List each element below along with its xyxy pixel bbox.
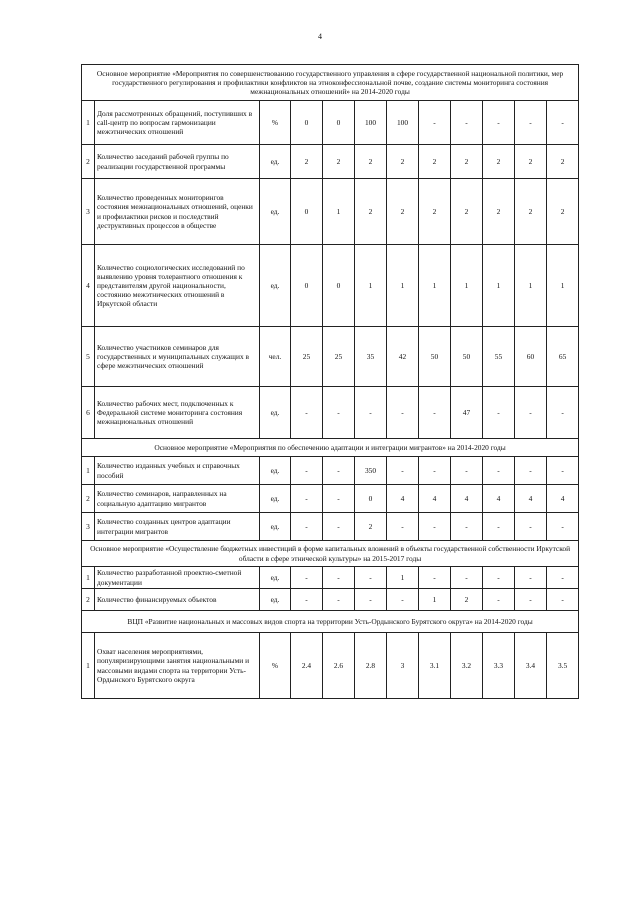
value-cell: - — [323, 457, 355, 485]
indicator-name: Охват населения мероприятиями, популяризирующими занятия национальными и массовыми видами спорта на территории Усть-Ордынского Бурятского округа — [95, 633, 260, 699]
unit-cell: ед. — [260, 145, 291, 179]
unit-cell: чел. — [260, 327, 291, 387]
table-row — [82, 327, 579, 387]
value-cell: 3.2 — [451, 633, 483, 699]
value-cell: 0 — [291, 179, 323, 245]
value-cell: - — [547, 101, 579, 145]
value-cell: - — [355, 387, 387, 439]
value-cell: 3 — [387, 633, 419, 699]
value-cell: 1 — [387, 567, 419, 589]
value-cell: 2 — [483, 179, 515, 245]
unit-cell: ед. — [260, 485, 291, 513]
value-cell: 2 — [451, 179, 483, 245]
value-cell: 2.6 — [323, 633, 355, 699]
value-cell: 50 — [451, 327, 483, 387]
value-cell: 3.3 — [483, 633, 515, 699]
value-cell: - — [547, 589, 579, 611]
value-cell: - — [547, 387, 579, 439]
unit-cell: ед. — [260, 387, 291, 439]
value-cell: 4 — [547, 485, 579, 513]
value-cell: 4 — [419, 485, 451, 513]
value-cell: 42 — [387, 327, 419, 387]
value-cell: 0 — [355, 485, 387, 513]
value-cell: 2 — [355, 513, 387, 541]
value-cell: 3.5 — [547, 633, 579, 699]
value-cell: 2 — [355, 145, 387, 179]
value-cell: - — [387, 457, 419, 485]
indicators-table — [81, 64, 579, 699]
unit-cell: ед. — [260, 179, 291, 245]
value-cell: - — [291, 513, 323, 541]
table-row — [82, 589, 579, 611]
unit-cell: % — [260, 101, 291, 145]
value-cell: - — [387, 387, 419, 439]
value-cell: 1 — [355, 245, 387, 327]
section-title: Основное мероприятие «Мероприятия по обеспечению адаптации и интеграции мигрантов» на 2014-2020 годы — [82, 439, 579, 457]
value-cell: - — [547, 513, 579, 541]
unit-cell: % — [260, 633, 291, 699]
value-cell: - — [387, 513, 419, 541]
value-cell: - — [515, 513, 547, 541]
section-header-row — [82, 65, 579, 101]
value-cell: - — [323, 567, 355, 589]
indicator-name: Количество созданных центров адаптации интеграции мигрантов — [95, 513, 260, 541]
value-cell: 25 — [323, 327, 355, 387]
row-number: 2 — [82, 145, 95, 179]
value-cell: 2 — [515, 145, 547, 179]
value-cell: - — [323, 589, 355, 611]
value-cell: 47 — [451, 387, 483, 439]
table-row — [82, 179, 579, 245]
indicator-name: Количество участников семинаров для государственных и муниципальных служащих в сфере межэтнических отношений — [95, 327, 260, 387]
value-cell: 2 — [291, 145, 323, 179]
table-row — [82, 101, 579, 145]
value-cell: - — [419, 101, 451, 145]
value-cell: 50 — [419, 327, 451, 387]
value-cell: 2 — [387, 179, 419, 245]
indicator-name: Количество финансируемых объектов — [95, 589, 260, 611]
row-number: 6 — [82, 387, 95, 439]
indicators-body — [82, 65, 579, 699]
value-cell: 0 — [323, 245, 355, 327]
value-cell: - — [291, 567, 323, 589]
value-cell: 60 — [515, 327, 547, 387]
value-cell: 2 — [547, 145, 579, 179]
value-cell: - — [483, 101, 515, 145]
value-cell: - — [291, 589, 323, 611]
value-cell: 2 — [419, 145, 451, 179]
value-cell: 1 — [419, 589, 451, 611]
value-cell: 100 — [387, 101, 419, 145]
table-row — [82, 485, 579, 513]
unit-cell: ед. — [260, 457, 291, 485]
value-cell: - — [291, 457, 323, 485]
value-cell: - — [323, 485, 355, 513]
value-cell: 2.8 — [355, 633, 387, 699]
row-number: 5 — [82, 327, 95, 387]
section-title: ВЦП «Развитие национальных и массовых видов спорта на территории Усть-Ордынского Бурятского округа» на 2014-2020 годы — [82, 611, 579, 633]
value-cell: 0 — [291, 101, 323, 145]
section-header-row — [82, 439, 579, 457]
indicator-name: Количество социологических исследований по выявлению уровня толерантного отношения к представителям другой национальности, состоянию межэтнических отношений в Иркутской области — [95, 245, 260, 327]
value-cell: - — [451, 457, 483, 485]
value-cell: 1 — [547, 245, 579, 327]
row-number: 2 — [82, 589, 95, 611]
value-cell: - — [419, 387, 451, 439]
value-cell: - — [515, 457, 547, 485]
table-row — [82, 513, 579, 541]
value-cell: 4 — [451, 485, 483, 513]
value-cell: - — [515, 589, 547, 611]
value-cell: - — [451, 513, 483, 541]
value-cell: - — [515, 387, 547, 439]
unit-cell: ед. — [260, 245, 291, 327]
section-header-row — [82, 611, 579, 633]
value-cell: - — [515, 101, 547, 145]
value-cell: 1 — [451, 245, 483, 327]
value-cell: - — [323, 513, 355, 541]
row-number: 2 — [82, 485, 95, 513]
value-cell: 1 — [515, 245, 547, 327]
table-row — [82, 145, 579, 179]
value-cell: 3.1 — [419, 633, 451, 699]
unit-cell: ед. — [260, 567, 291, 589]
value-cell: 2 — [419, 179, 451, 245]
indicator-name: Количество семинаров, направленных на социальную адаптацию мигрантов — [95, 485, 260, 513]
row-number: 4 — [82, 245, 95, 327]
value-cell: - — [291, 387, 323, 439]
value-cell: 2.4 — [291, 633, 323, 699]
indicator-name: Количество проведенных мониторингов состояния межнациональных отношений, оценки и профилактики рисков и последствий деструктивных процессов в обществе — [95, 179, 260, 245]
row-number: 3 — [82, 513, 95, 541]
table-row — [82, 633, 579, 699]
section-header-row — [82, 541, 579, 567]
indicator-name: Количество заседаний рабочей группы по реализации государственной программы — [95, 145, 260, 179]
value-cell: - — [547, 567, 579, 589]
value-cell: 1 — [387, 245, 419, 327]
value-cell: - — [419, 567, 451, 589]
value-cell: 2 — [515, 179, 547, 245]
value-cell: - — [387, 589, 419, 611]
value-cell: 25 — [291, 327, 323, 387]
indicator-name: Количество разработанной проектно-сметной документации — [95, 567, 260, 589]
unit-cell: ед. — [260, 513, 291, 541]
value-cell: 2 — [323, 145, 355, 179]
row-number: 3 — [82, 179, 95, 245]
row-number: 1 — [82, 567, 95, 589]
value-cell: - — [483, 457, 515, 485]
value-cell: - — [291, 485, 323, 513]
row-number: 1 — [82, 457, 95, 485]
value-cell: 4 — [387, 485, 419, 513]
page-number: 4 — [318, 32, 322, 41]
table-row — [82, 387, 579, 439]
row-number: 1 — [82, 633, 95, 699]
value-cell: 1 — [323, 179, 355, 245]
value-cell: 3.4 — [515, 633, 547, 699]
value-cell: - — [355, 589, 387, 611]
value-cell: 100 — [355, 101, 387, 145]
table-row — [82, 457, 579, 485]
value-cell: 2 — [547, 179, 579, 245]
value-cell: - — [419, 457, 451, 485]
value-cell: - — [483, 567, 515, 589]
indicator-name: Доля рассмотренных обращений, поступивших в call-центр по вопросам гармонизации межэтнических отношений — [95, 101, 260, 145]
value-cell: - — [451, 101, 483, 145]
value-cell: - — [483, 387, 515, 439]
value-cell: - — [515, 567, 547, 589]
value-cell: 0 — [323, 101, 355, 145]
unit-cell: ед. — [260, 589, 291, 611]
value-cell: - — [419, 513, 451, 541]
value-cell: 1 — [419, 245, 451, 327]
value-cell: - — [483, 589, 515, 611]
value-cell: - — [547, 457, 579, 485]
indicator-name: Количество рабочих мест, подключенных к Федеральной системе мониторинга состояния межнациональных отношений — [95, 387, 260, 439]
indicator-name: Количество изданных учебных и справочных пособий — [95, 457, 260, 485]
value-cell: 2 — [451, 589, 483, 611]
value-cell: 4 — [483, 485, 515, 513]
row-number: 1 — [82, 101, 95, 145]
value-cell: 35 — [355, 327, 387, 387]
value-cell: 2 — [387, 145, 419, 179]
value-cell: 0 — [291, 245, 323, 327]
value-cell: - — [355, 567, 387, 589]
value-cell: 2 — [355, 179, 387, 245]
value-cell: 350 — [355, 457, 387, 485]
value-cell: - — [483, 513, 515, 541]
section-title: Основное мероприятие «Мероприятия по совершенствованию государственного управления в сфере государственной национальной политики, мер государственного регулирования и профилактики конфликтов на этноконфессиональной почве, создание системы мониторинга состояния межнациональных отношений» на 2014-2020 годы — [82, 65, 579, 101]
value-cell: 55 — [483, 327, 515, 387]
value-cell: 65 — [547, 327, 579, 387]
value-cell: - — [451, 567, 483, 589]
value-cell: 4 — [515, 485, 547, 513]
value-cell: 1 — [483, 245, 515, 327]
section-title: Основное мероприятие «Осуществление бюджетных инвестиций в форме капитальных вложений в объекты государственной собственности Иркутской области в сфере этнической культуры» на 2015-2017 годы — [82, 541, 579, 567]
value-cell: 2 — [451, 145, 483, 179]
value-cell: 2 — [483, 145, 515, 179]
table-row — [82, 567, 579, 589]
table-row — [82, 245, 579, 327]
value-cell: - — [323, 387, 355, 439]
